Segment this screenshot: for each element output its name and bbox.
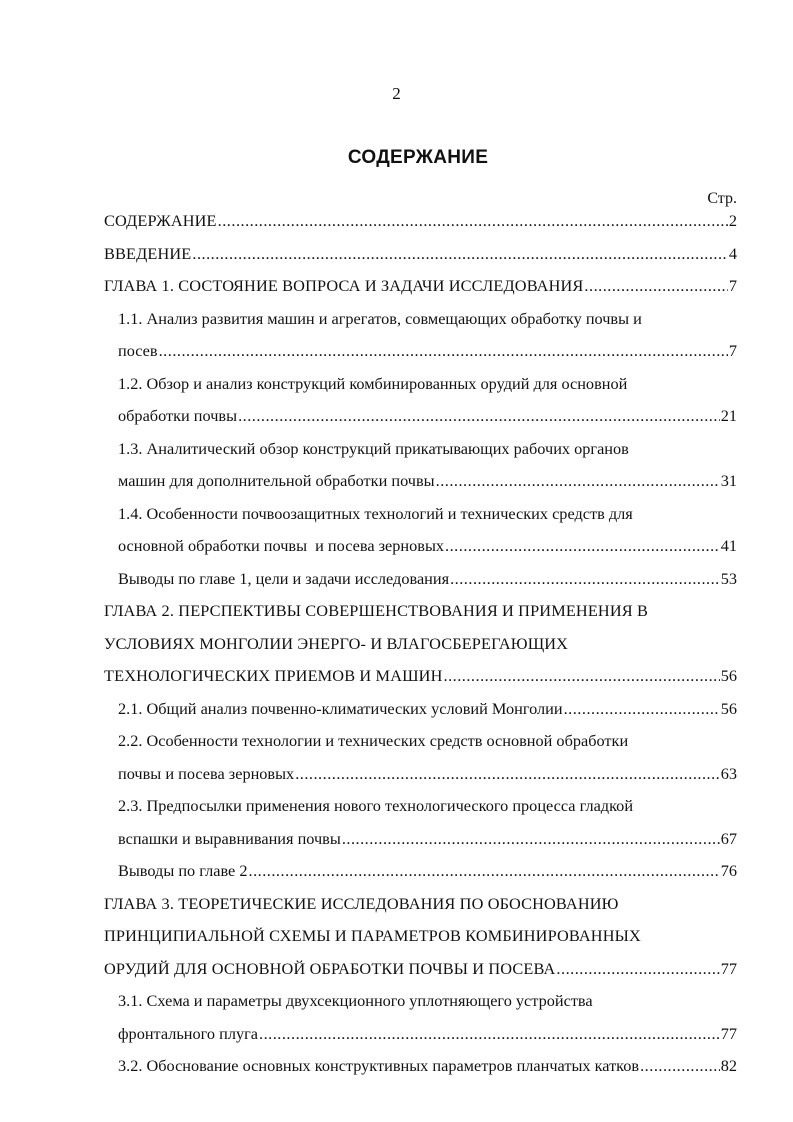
dot-leader [564,693,720,726]
dot-leader [436,465,720,498]
page-number: 2 [392,84,401,103]
toc-entry[interactable] [104,238,737,271]
toc-entry-text: УСЛОВИЯХ МОНГОЛИИ ЭНЕРГО- И ВЛАГОСБЕРЕГАЮЩИХ [104,633,569,653]
toc-entry-continued[interactable] [104,985,737,1018]
dot-leader [192,238,727,271]
dot-leader [238,400,720,433]
toc-entry[interactable] [104,205,737,238]
toc-entry-page: 56 [720,666,737,685]
toc-entry[interactable] [104,693,737,726]
toc-entry-text: 1.1. Анализ развития машин и агрегатов, совмещающих обработку почвы и [118,308,642,328]
toc-entry-page: 31 [720,471,737,490]
toc-entry[interactable] [104,953,737,986]
dot-leader [640,1050,720,1083]
toc-entry-page: 76 [720,861,737,880]
toc-entry-continued[interactable] [104,790,737,823]
toc-title: СОДЕРЖАНИЕ [347,147,489,168]
toc-entry[interactable] [104,758,737,791]
table-of-contents [104,205,737,1083]
toc-entry-page: 7 [728,276,737,295]
dot-leader [249,855,720,888]
page-column-label: Стр. [707,190,737,207]
dot-leader [259,1018,720,1051]
toc-entry-text: 1.2. Обзор и анализ конструкций комбинированных орудий для основной [118,373,628,393]
toc-entry-page: 21 [720,406,737,425]
toc-entry-text: ОРУДИЙ ДЛЯ ОСНОВНОЙ ОБРАБОТКИ ПОЧВЫ И ПОСЕВА [104,958,556,978]
dot-leader [556,953,719,986]
toc-entry-page: 4 [728,243,737,263]
toc-entry[interactable] [104,270,737,303]
toc-entry-text: фронтального плуга [118,1023,258,1043]
toc-entry-text: посев [118,341,158,360]
toc-entry-text: 2.3. Предпосылки применения нового технологического процесса гладкой [118,796,634,815]
toc-entry-page: 41 [720,536,737,555]
toc-entry-continued[interactable] [104,498,737,531]
toc-entry-text: ТЕХНОЛОГИЧЕСКИХ ПРИЕМОВ И МАШИН [104,666,443,685]
toc-entry-page: 2 [728,211,737,230]
toc-entry-page: 56 [720,698,737,718]
toc-entry-text: вспашки и выравнивания почвы [118,828,341,848]
dot-leader [445,530,720,563]
toc-entry[interactable] [104,855,737,888]
toc-entry-page: 77 [720,958,737,978]
toc-entry-text: Выводы по главе 1, цели и задачи исследования [118,568,450,588]
dot-leader [159,335,728,368]
dot-leader [584,270,727,303]
toc-entry[interactable] [104,563,737,596]
toc-entry-continued[interactable] [104,920,737,953]
toc-entry-text: СОДЕРЖАНИЕ [104,211,217,230]
toc-entry-continued[interactable] [104,595,737,628]
toc-entry-continued[interactable] [104,628,737,661]
toc-entry[interactable] [104,335,737,368]
toc-entry-page: 82 [720,1056,737,1075]
toc-entry[interactable] [104,823,737,856]
toc-entry-continued[interactable] [104,433,737,466]
toc-entry-text: Выводы по главе 2 [118,861,248,880]
dot-leader [450,563,720,596]
dot-leader [444,660,720,693]
toc-entry[interactable] [104,660,737,693]
toc-entry-text: почвы и посева зерновых [118,763,295,783]
toc-entry-continued[interactable] [104,303,737,336]
toc-entry-text: 2.2. Особенности технологии и технических средств основной обработки [118,731,629,750]
toc-entry-text: 1.3. Аналитический обзор конструкций прикатывающих рабочих органов [118,438,629,458]
toc-entry-page: 53 [720,568,737,588]
toc-entry-text: обработки почвы [118,406,238,425]
toc-entry[interactable] [104,530,737,563]
toc-entry-text: машин для дополнительной обработки почвы [118,471,435,490]
toc-entry-text: ГЛАВА 2. ПЕРСПЕКТИВЫ СОВЕРШЕНСТВОВАНИЯ И ПРИМЕНЕНИЯ В [104,601,648,620]
toc-entry-text: ГЛАВА 3. ТЕОРЕТИЧЕСКИЕ ИССЛЕДОВАНИЯ ПО ОБОСНОВАНИЮ [104,893,619,913]
toc-entry-page: 7 [728,341,737,360]
toc-entry-text: 3.2. Обоснование основных конструктивных параметров планчатых катков [118,1056,640,1075]
dot-leader [342,823,720,856]
toc-entry-text: ГЛАВА 1. СОСТОЯНИЕ ВОПРОСА И ЗАДАЧИ ИССЛЕДОВАНИЯ [104,276,584,295]
toc-entry-text: 3.1. Схема и параметры двухсекционного уплотняющего устройства [118,991,593,1010]
toc-entry-page: 67 [720,828,737,848]
toc-entry[interactable] [104,1018,737,1051]
toc-entry-page: 77 [720,1023,737,1043]
toc-entry-text: ПРИНЦИПИАЛЬНОЙ СХЕМЫ И ПАРАМЕТРОВ КОМБИНИРОВАННЫХ [104,926,641,945]
toc-entry-continued[interactable] [104,888,737,921]
toc-entry-continued[interactable] [104,368,737,401]
toc-entry-continued[interactable] [104,725,737,758]
toc-entry-text: 1.4. Особенности почвоозащитных технологий и технических средств для [118,503,633,523]
toc-entry-text: основной обработки почвы и посева зерновых [118,536,445,555]
dot-leader [218,205,728,238]
toc-entry[interactable] [104,400,737,433]
dot-leader [295,758,720,791]
toc-entry-page: 63 [720,763,737,783]
toc-entry-text: 2.1. Общий анализ почвенно-климатических условий Монголии [118,698,563,718]
toc-entry[interactable] [104,465,737,498]
toc-entry[interactable] [104,1050,737,1083]
toc-entry-text: ВВЕДЕНИЕ [104,243,192,263]
